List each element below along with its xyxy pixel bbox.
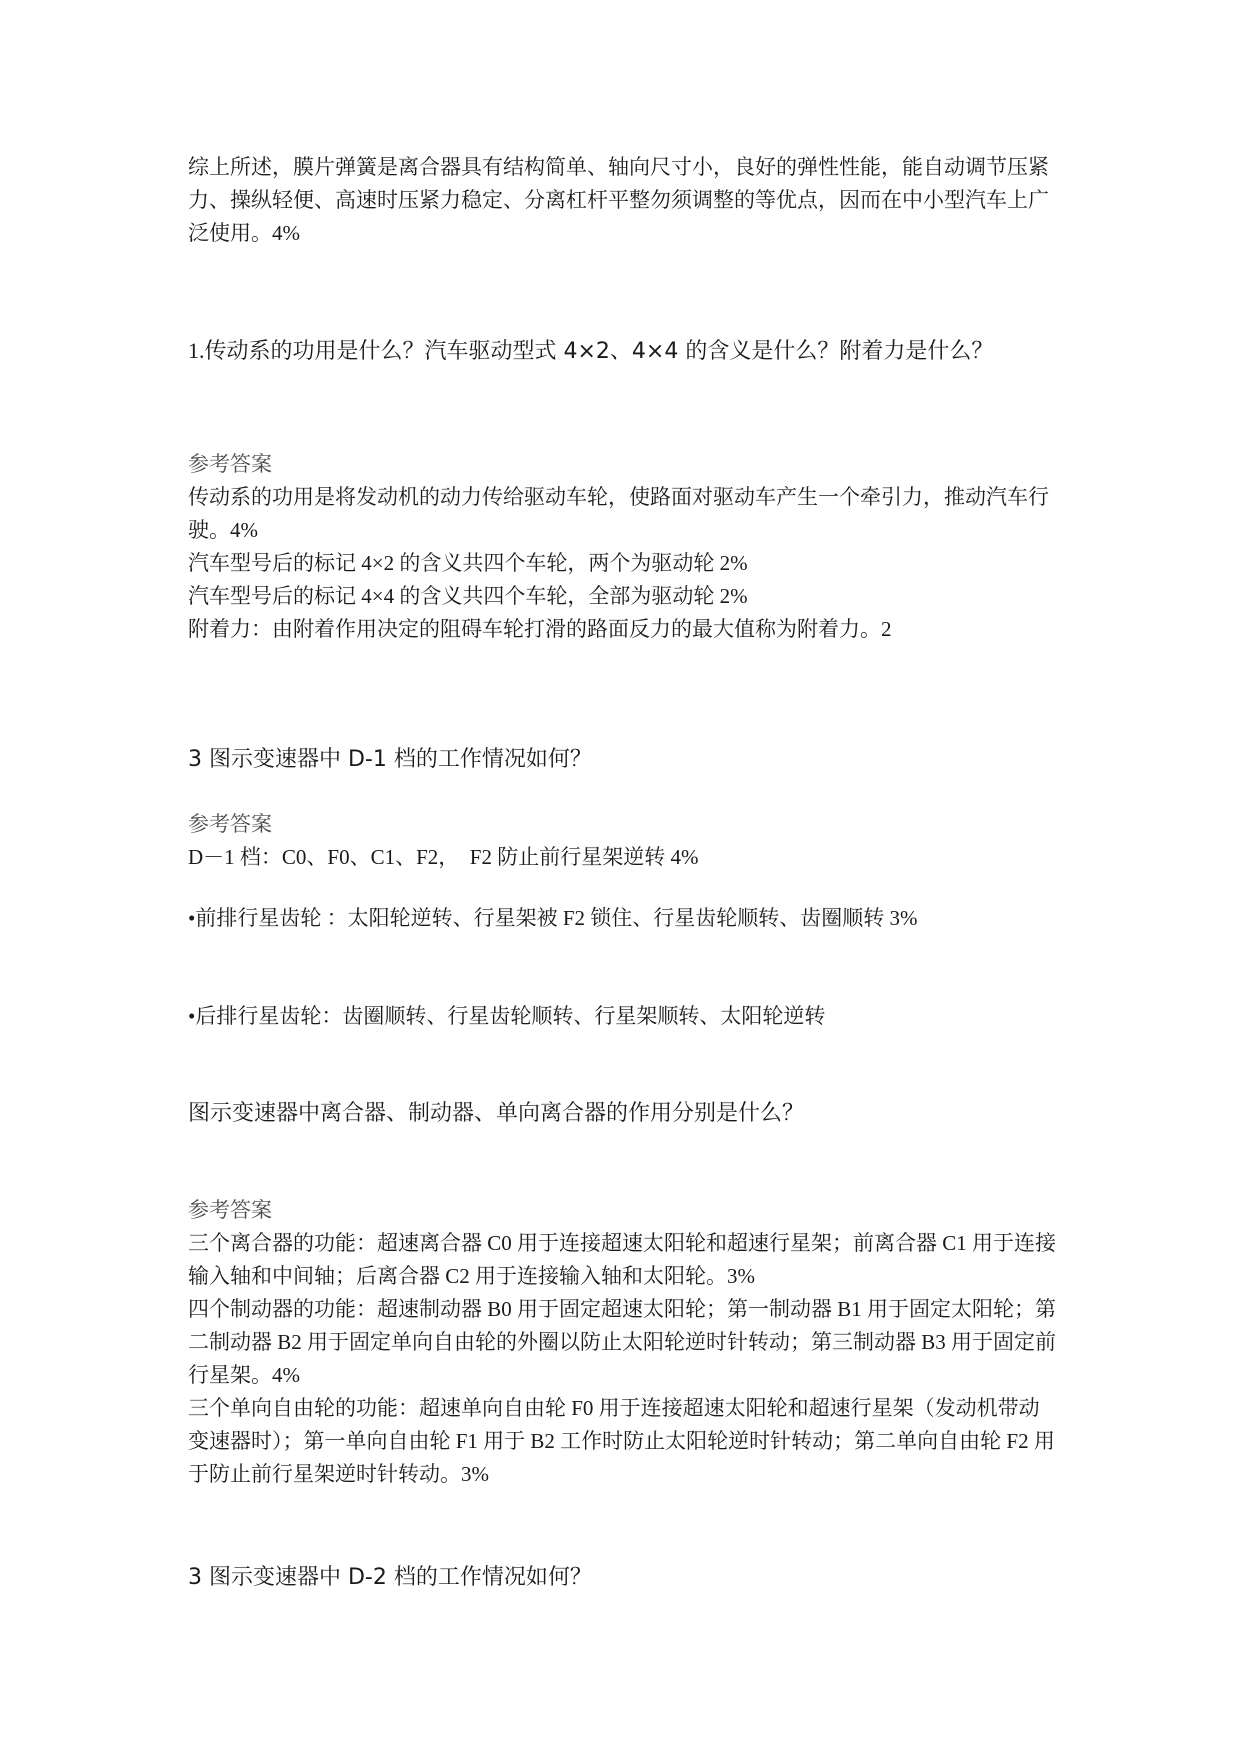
answer-line: 传动系的功用是将发动机的动力传给驱动车轮，使路面对驱动车产生一个牵引力，推动汽车行驶。4% <box>188 485 1049 542</box>
bullet-rear-planetary: •后排行星齿轮：齿圈顺转、行星齿轮顺转、行星架顺转、太阳轮逆转 <box>188 1004 826 1028</box>
answer-label: 参考答案 <box>188 452 272 476</box>
question-number: 1. <box>188 338 205 363</box>
answer-line: 附着力：由附着作用决定的阻碍车轮打滑的路面反力的最大值称为附着力。2 <box>188 617 892 641</box>
answer-1 <box>188 448 1058 646</box>
question-4: 3 图示变速器中 D-2 档的工作情况如何？ <box>188 1565 592 1590</box>
question-3: 图示变速器中离合器、制动器、单向离合器的作用分别是什么？ <box>188 1101 805 1126</box>
answer-label: 参考答案 <box>188 812 272 836</box>
intro-paragraph: 综上所述，膜片弹簧是离合器具有结构简单、轴向尺寸小，良好的弹性性能，能自动调节压紧力、操纵轻便、高速时压紧力稳定、分离杠杆平整勿须调整的等优点，因而在中小型汽车上广泛使用。4% <box>188 155 1049 245</box>
answer-3 <box>188 1194 1058 1491</box>
question-2: 3 图示变速器中 D-1 档的工作情况如何？ <box>188 747 592 772</box>
answer-2 <box>188 808 1058 874</box>
answer-line: 三个单向自由轮的功能：超速单向自由轮 F0 用于连接超速太阳轮和超速行星架（发动机带动变速器时）；第一单向自由轮 F1 用于 B2 工作时防止太阳轮逆时针转动；第二单向自由轮 F2 用于防止前行星架逆时针转动。3% <box>188 1396 1055 1486</box>
question-1 <box>188 330 1058 373</box>
answer-line: D－1 档：C0、F0、C1、F2， F2 防止前行星架逆转 4% <box>188 845 699 869</box>
bullet-front-planetary: •前排行星齿轮 ：太阳轮逆转、行星架被 F2 锁住、行星齿轮顺转、齿圈顺转 3% <box>188 906 918 930</box>
answer-line: 汽车型号后的标记 4×2 的含义共四个车轮，两个为驱动轮 2% <box>188 551 748 575</box>
answer-line: 四个制动器的功能：超速制动器 B0 用于固定超速太阳轮；第一制动器 B1 用于固定太阳轮；第二制动器 B2 用于固定单向自由轮的外圈以防止太阳轮逆时针转动；第三制动器 B3 用于固定前行星架。4% <box>188 1297 1057 1387</box>
answer-line: 汽车型号后的标记 4×4 的含义共四个车轮，全部为驱动轮 2% <box>188 584 748 608</box>
question-text: 传动系的功用是什么？汽车驱动型式 4×2、4×4 的含义是什么？附着力是什么？ <box>204 339 994 364</box>
answer-label: 参考答案 <box>188 1198 272 1222</box>
answer-line: 三个离合器的功能：超速离合器 C0 用于连接超速太阳轮和超速行星架；前离合器 C1 用于连接输入轴和中间轴；后离合器 C2 用于连接输入轴和太阳轮。3% <box>188 1231 1057 1288</box>
